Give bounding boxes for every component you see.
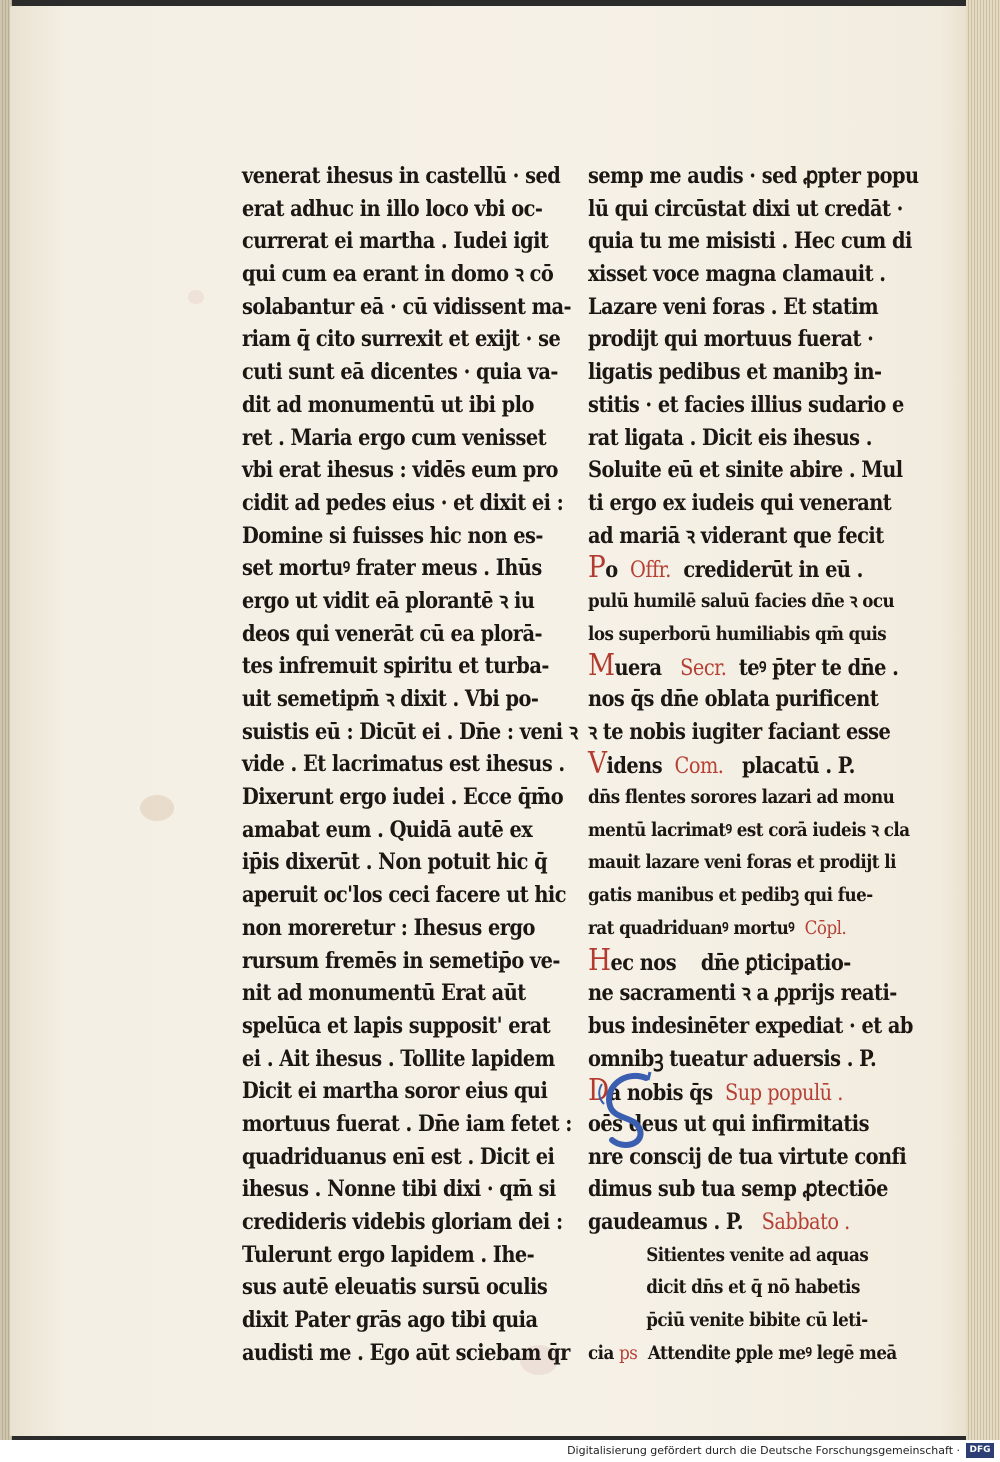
text-line: suistis eū : Dicūt ei . Dn̄e : veni ꝛ <box>242 718 578 745</box>
text-line: ei . Ait ihesus . Tollite lapidem <box>242 1045 555 1072</box>
text-segment: mauit lazare veni foras et prodijt li <box>588 851 896 874</box>
text-line: credideris videbis gloriam dei : <box>242 1209 563 1235</box>
text-line: Dicit ei martha soror eius qui <box>242 1078 548 1105</box>
rubric-initial: V <box>588 746 607 782</box>
text-line <box>588 193 903 226</box>
footer-credit: Digitalisierung gefördert durch die Deutsche Forschungsgemeinschaft · <box>567 1444 960 1457</box>
text-line: nit ad monumentū Erat aūt <box>242 980 526 1007</box>
text-segment: bus indesinēter expediat · et ab <box>588 1012 913 1039</box>
left-text-column <box>242 160 578 1369</box>
text-line: Domine si fuisses hic non es- <box>242 522 543 549</box>
text-segment: xisset voce magna clamauit . <box>588 261 886 288</box>
text-line <box>588 389 904 422</box>
text-line: dixit Pater grās ago tibi quia <box>242 1307 538 1334</box>
text-segment: quia tu me misisti . Hec cum di <box>588 228 912 255</box>
decorated-initial-s <box>596 1068 658 1150</box>
text-line <box>588 977 897 1010</box>
text-line <box>588 846 896 879</box>
text-line: vbi erat ihesus : vidēs eum pro <box>242 457 558 484</box>
text-line: tes infremuit spiritu et turba- <box>242 653 549 680</box>
rubric-text: Offr. <box>630 558 671 584</box>
text-line: deos qui venerāt cū ea plorā- <box>242 620 542 647</box>
text-line <box>588 356 882 389</box>
text-segment: pulū humilē saluū facies dn̄e ꝛ ocu <box>588 589 895 612</box>
text-line <box>588 748 854 781</box>
text-line <box>588 291 879 324</box>
rubric-initial: P <box>588 550 606 586</box>
text-segment: prodijt qui mortuus fuerat · <box>588 326 874 353</box>
text-line <box>588 585 895 618</box>
text-line <box>588 1173 888 1206</box>
text-line: set mortuꝰ frater meus . Ihūs <box>242 555 542 582</box>
text-line <box>588 487 892 520</box>
text-line: ip̄is dixerūt . Non potuit hic q̄ <box>242 849 548 876</box>
text-line <box>588 716 891 749</box>
text-line <box>588 422 872 455</box>
text-segment: omnibꝫ tueatur aduersis . P. <box>588 1045 877 1072</box>
rubric-text: Secr. <box>680 656 727 682</box>
text-segment: ne sacramenti ꝛ a ꝓprijs reati- <box>588 980 897 1007</box>
text-segment: ti ergo ex iudeis qui venerant <box>588 489 892 516</box>
text-line <box>588 1337 897 1370</box>
page-stain <box>188 290 204 304</box>
text-line <box>588 258 886 291</box>
text-line: ret . Maria ergo cum venisset <box>242 424 547 451</box>
text-segment: lū qui circūstat dixi ut credāt · <box>588 195 903 222</box>
rubric-text: ps <box>619 1341 638 1364</box>
text-line <box>588 160 919 193</box>
text-line <box>588 1239 869 1272</box>
footer-bar <box>0 1440 1000 1462</box>
text-segment: o <box>605 557 631 584</box>
text-line <box>588 1304 868 1337</box>
text-line <box>588 550 863 586</box>
text-line: dit ad monumentū ut ibi plo <box>242 391 534 418</box>
text-segment: Sitientes venite ad aquas <box>588 1243 869 1266</box>
text-line: sus autē eleuatis sursū oculis <box>242 1274 548 1301</box>
text-segment: ꝛ te nobis iugiter faciant esse <box>588 718 891 745</box>
text-line: cuti sunt eā dicentes · quia va- <box>242 359 558 386</box>
text-line: ergo ut vidit eā plorantē ꝛ iu <box>242 587 535 614</box>
text-line: aperuit oc'los ceci facere ut hic <box>242 882 567 909</box>
text-segment: Attendite ꝑple meꝰ legē meā <box>637 1341 897 1364</box>
text-line: Tulerunt ergo lapidem . Ihe- <box>242 1241 535 1268</box>
text-line: non moreretur : Ihesus ergo <box>242 914 535 941</box>
text-line: riam q̄ cito surrexit et exijt · se <box>242 326 561 353</box>
text-segment: dimus sub tua semp ꝓtectiōe <box>588 1176 888 1203</box>
dfg-logo: DFG <box>966 1443 994 1458</box>
text-segment: Lazare veni foras . Et statim <box>588 293 879 320</box>
text-segment: semp me audis · sed ꝓpter popu <box>588 163 919 189</box>
text-segment: gaudeamus . P. <box>588 1209 762 1235</box>
text-line <box>588 1010 913 1043</box>
text-line <box>588 942 854 978</box>
text-line <box>588 683 879 716</box>
text-line: currerat ei martha . Iudei igit <box>242 228 549 255</box>
text-line <box>588 912 854 945</box>
rubric-text: Cōpl. <box>804 916 847 939</box>
text-line <box>588 618 887 651</box>
text-segment: nos q̄s dn̄e oblata purificent <box>588 686 879 712</box>
text-line <box>588 1271 860 1304</box>
text-line: uit semetipm̄ ꝛ dixit . Vbi po- <box>242 686 539 712</box>
text-segment: uera <box>614 655 681 682</box>
text-line <box>588 454 903 487</box>
text-line <box>588 323 874 356</box>
text-line <box>588 781 895 814</box>
rubric-text: Sabbato . <box>761 1210 850 1235</box>
text-line: cidit ad pedes eius · et dixit ei : <box>242 489 564 516</box>
text-line <box>588 814 910 847</box>
text-segment: teꝰ p̄ter te dn̄e . <box>726 655 899 682</box>
text-line: spelūca et lapis supposit' erat <box>242 1012 551 1039</box>
text-segment: crediderūt in eū . <box>670 557 863 584</box>
text-segment: gatis manibus et pedibꝫ qui fue- <box>588 884 873 907</box>
text-segment: a nobis q̄s <box>608 1080 726 1107</box>
text-segment: ligatis pedibus et manibꝫ in- <box>588 359 882 386</box>
text-line: audisti me . Ego aūt sciebam q̄r <box>242 1339 570 1366</box>
text-line: mortuus fuerat . Dn̄e iam fetet : <box>242 1110 572 1137</box>
text-segment: dicit dn̄s et q̄ nō habetis <box>588 1276 860 1299</box>
text-segment: ec nos dn̄e ꝑticipatio- <box>610 949 851 976</box>
page-stain <box>140 795 174 821</box>
text-line <box>588 648 899 684</box>
rubric-initial: H <box>588 942 611 978</box>
text-segment: p̄ciū venite bibite cū leti- <box>588 1309 868 1332</box>
rubric-initial: D <box>588 1073 609 1109</box>
text-line: ihesus . Nonne tibi dixi · qm̄ si <box>242 1176 556 1203</box>
rubric-initial: M <box>588 648 615 684</box>
text-segment: Soluite eū et sinite abire . Mul <box>588 457 903 484</box>
text-line <box>588 225 912 258</box>
text-segment: ad mariā ꝛ viderant que fecit <box>588 522 884 549</box>
text-segment: nre conscij de tua virtute confi <box>588 1143 907 1170</box>
text-segment: idens <box>606 753 675 780</box>
text-line <box>588 879 873 912</box>
text-segment: rat ligata . Dicit eis ihesus . <box>588 424 872 451</box>
rubric-text: Sup populū . <box>725 1081 843 1107</box>
right-page-edges <box>966 0 1000 1440</box>
text-line: erat adhuc in illo loco vbi oc- <box>242 195 543 222</box>
text-segment: stitis · et facies illius sudario e <box>588 391 904 418</box>
text-line: Dixerunt ergo iudei . Ecce q̄m̄o <box>242 784 564 811</box>
right-text-column <box>588 160 919 1369</box>
text-line: amabat eum . Quidā autē ex <box>242 816 533 843</box>
text-segment: los superborū humiliabis qm̄ quis <box>588 622 887 645</box>
text-segment: dn̄s flentes sorores lazari ad monu <box>588 786 895 809</box>
text-line <box>588 1206 854 1239</box>
text-line: vide . Et lacrimatus est ihesus . <box>242 751 565 778</box>
text-line: venerat ihesus in castellū · sed <box>242 163 561 189</box>
text-line: qui cum ea erant in domo ꝛ cō <box>242 261 554 288</box>
text-segment: rat quadriduanꝰ mortuꝰ <box>588 916 805 939</box>
text-segment: cia <box>588 1341 620 1364</box>
text-line: quadriduanus enī est . Dicit ei <box>242 1143 555 1170</box>
rubric-text: Com. <box>674 754 724 780</box>
text-segment: oēs deus ut qui infirmitatis <box>588 1110 869 1137</box>
text-line: rursum fremēs in semetip̄o ve- <box>242 947 560 974</box>
text-segment: placatū . P. <box>723 753 855 780</box>
text-line <box>588 520 884 553</box>
text-segment: mentū lacrimatꝰ est corā iudeis ꝛ cla <box>588 818 910 841</box>
text-line: solabantur eā · cū vidissent ma- <box>242 293 572 320</box>
